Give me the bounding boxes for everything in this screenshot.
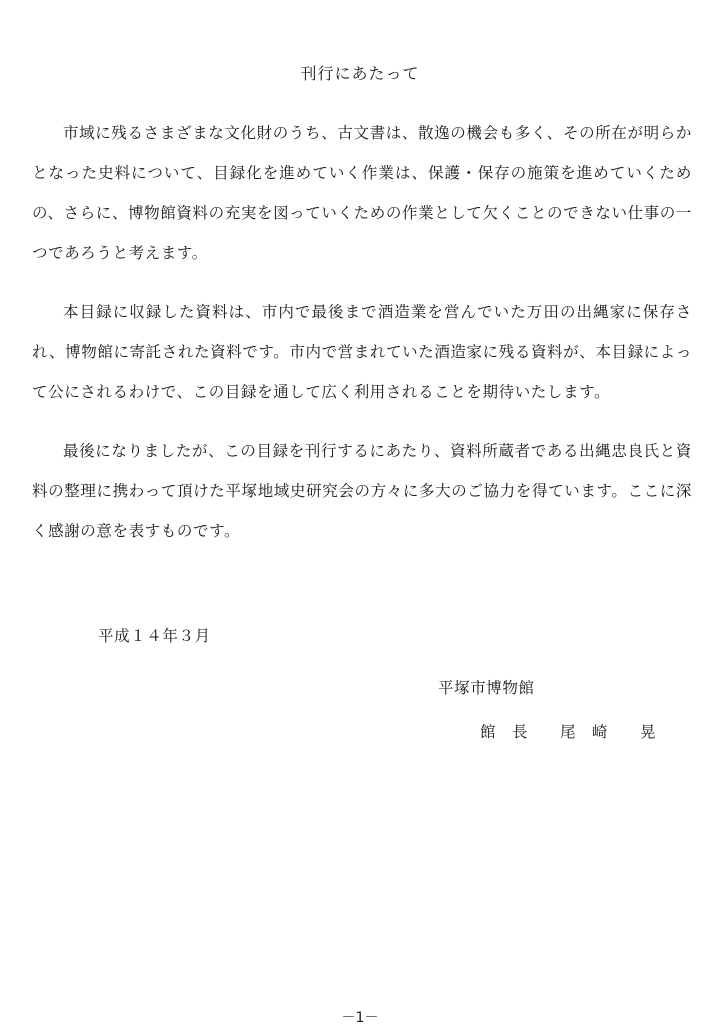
director-signature: 館 長 尾 崎 晃 (480, 723, 657, 741)
publication-date: 平成１４年３月 (98, 627, 211, 645)
page-title: 刊行にあたって (300, 64, 420, 83)
page-number: －1－ (341, 1010, 379, 1026)
paragraph-1: 市域に残るさまざまな文化財のうち、古文書は、散逸の機会も多く、その所在が明らかとなった史料について、目録化を進めていく作業は、保護・保存の施策を進めていくための、さらに、博物館資料の充実を図っていくための作業として欠くことのできない仕事の一つであろうと考えます。 (32, 124, 692, 262)
paragraph-3: 最後になりましたが、この目録を刊行するにあたり、資料所蔵者である出縄忠良氏と資料の整理に携わって頂けた平塚地域史研究会の方々に多大のご協力を得ています。ここに深く感謝の意を表すものです。 (32, 442, 692, 540)
museum-name: 平塚市博物館 (438, 679, 535, 697)
paragraph-2: 本目録に収録した資料は、市内で最後まで酒造業を営んでいた万田の出縄家に保存され、博物館に寄託された資料です。市内で営まれていた酒造家に残る資料が、本目録によって公にされるわけで、この目録を通して広く利用されることを期待いたします。 (32, 303, 692, 401)
